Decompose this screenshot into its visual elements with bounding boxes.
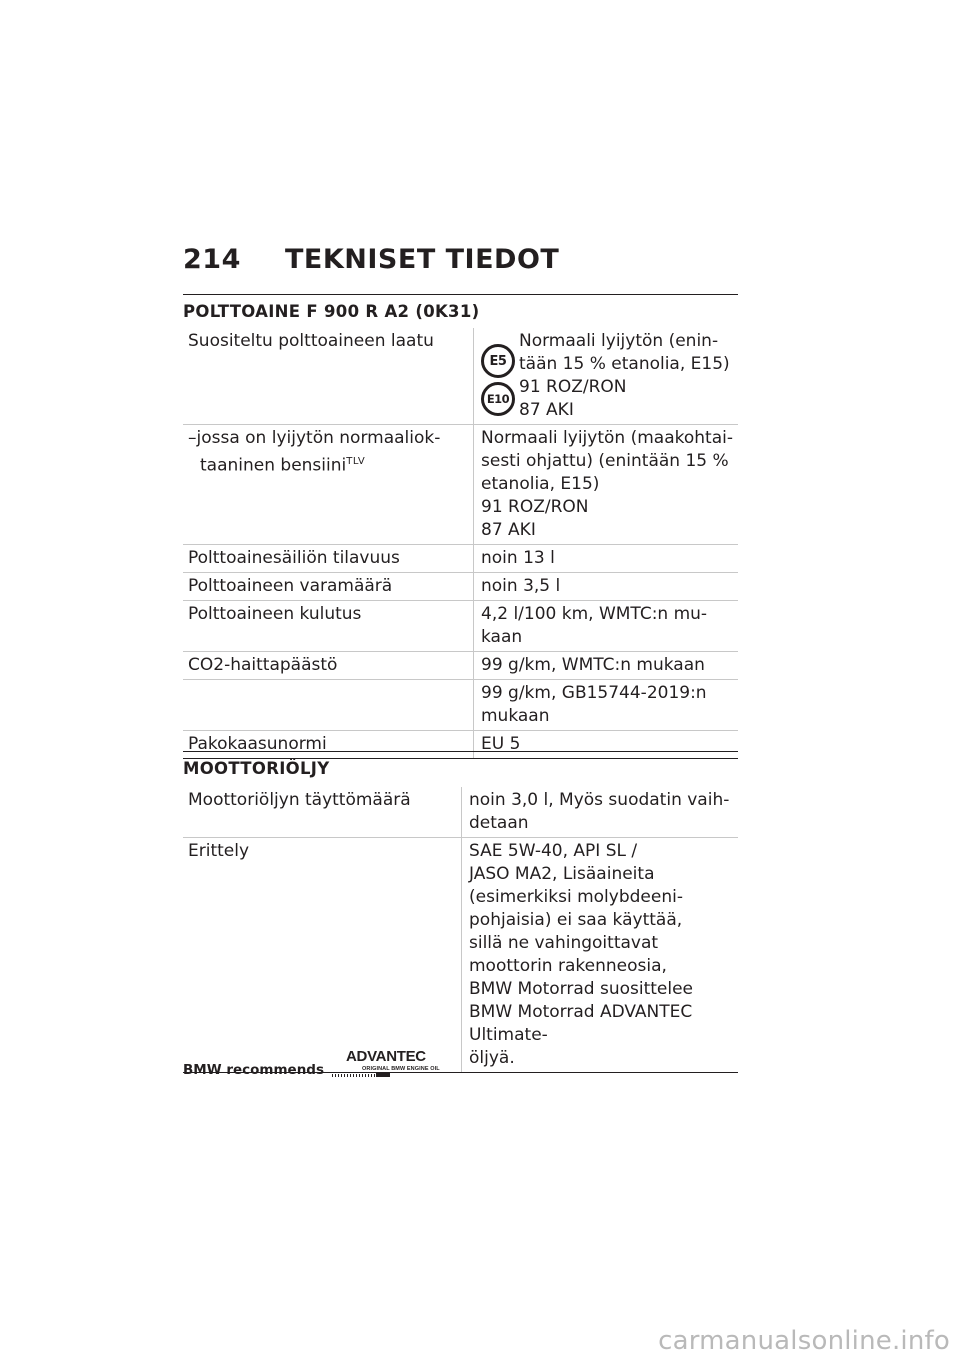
spec-value: SAE 5W-40, API SL / JASO MA2, Lisäaineita (esimerkiksi molybdeeni- pohjaisia) ei saa käyttää, sillä ne vahingoittavat moottorin rakenneosia, BMW Motorrad suosittelee BMW Motorrad ADVANTEC Ultimate- öljyä.	[462, 838, 739, 1073]
section-title-fuel: POLTTOAINE F 900 R A2 (0K31)	[183, 294, 738, 321]
table-row	[183, 601, 738, 652]
spec-key	[183, 425, 474, 545]
spec-key: CO2-haittapäästö	[183, 652, 474, 680]
logo-text: ADVANTEC	[346, 1048, 426, 1065]
table-row	[183, 328, 738, 425]
fuel-quality-text	[519, 330, 730, 422]
spec-value: EU 5	[474, 731, 739, 759]
watermark: carmanualsonline.info	[658, 1326, 950, 1356]
spec-key: Pakokaasunormi	[183, 731, 474, 759]
section-title-oil: MOOTTORIÖLJY	[183, 751, 738, 778]
table-row	[183, 838, 738, 1073]
tlv-superscript: TLV	[346, 456, 366, 467]
table-row	[183, 787, 738, 838]
page-header	[183, 244, 743, 275]
logo-stripes	[332, 1074, 376, 1077]
spec-key: Polttoainesäiliön tilavuus	[183, 545, 474, 573]
fuel-badges	[481, 330, 515, 422]
spec-key-text: –jossa on lyijytön normaaliok-taaninen bensiini	[188, 428, 441, 476]
e5-fuel-icon: E5	[481, 344, 515, 378]
spec-value: Normaali lyijytön (maakohtai-sesti ohjattu) (enintään 15 % etanolia, E15) 91 ROZ/RON 87 AKI	[474, 425, 739, 545]
spec-value: 99 g/km, WMTC:n mukaan	[474, 652, 739, 680]
spec-key: Polttoaineen kulutus	[183, 601, 474, 652]
spec-value: 4,2 l/100 km, WMTC:n mu-kaan	[474, 601, 739, 652]
logo-bar	[376, 1073, 390, 1077]
value-line: 91 ROZ/RON	[519, 377, 627, 397]
table-row	[183, 573, 738, 601]
logo-subtext: ORIGINAL BMW ENGINE OIL	[362, 1066, 440, 1072]
spec-key	[183, 680, 474, 731]
table-row	[183, 652, 738, 680]
chapter-title: TEKNISET TIEDOT	[285, 244, 560, 275]
table-row	[183, 425, 738, 545]
spec-value: noin 3,5 l	[474, 573, 739, 601]
table-row	[183, 545, 738, 573]
spec-value: noin 13 l	[474, 545, 739, 573]
spec-value	[474, 328, 739, 425]
value-line: tään 15 % etanolia, E15)	[519, 354, 730, 374]
table-row	[183, 680, 738, 731]
spec-value: noin 3,0 l, Myös suodatin vaih-detaan	[462, 787, 739, 838]
bmw-recommends-note	[183, 1048, 444, 1078]
oil-spec-table	[183, 787, 738, 1073]
page-number: 214	[183, 244, 241, 275]
spec-key: Polttoaineen varamäärä	[183, 573, 474, 601]
value-line: 87 AKI	[519, 400, 574, 420]
advantec-logo	[332, 1048, 444, 1078]
spec-key: Moottoriöljyn täyttömäärä	[183, 787, 462, 838]
recommends-text: BMW recommends	[183, 1062, 325, 1078]
e10-fuel-icon: E10	[481, 382, 515, 416]
spec-value: 99 g/km, GB15744-2019:n mukaan	[474, 680, 739, 731]
fuel-spec-table	[183, 328, 738, 759]
spec-key: Erittely	[183, 838, 462, 1073]
value-line: Normaali lyijytön (enin-	[519, 331, 719, 351]
spec-key: Suositeltu polttoaineen laatu	[183, 328, 474, 425]
